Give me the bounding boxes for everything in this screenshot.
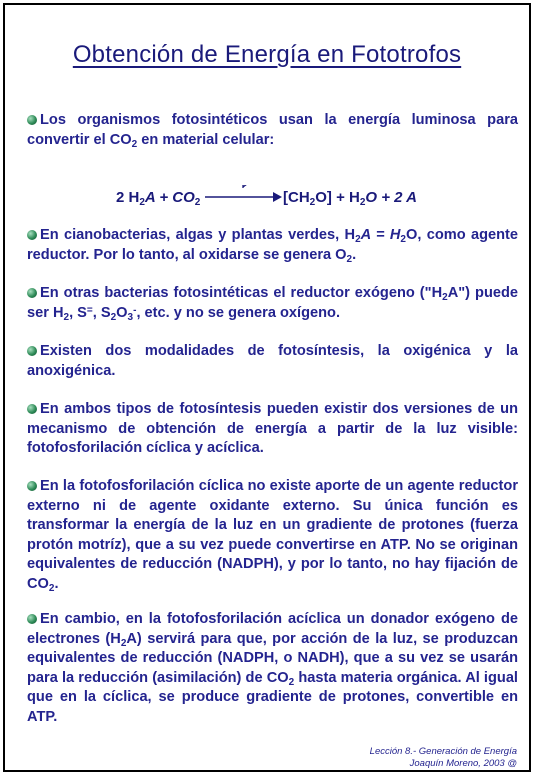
paragraph-2: En cianobacterias, algas y plantas verdes, $H_2A = H_2O$, como agente reductor. Por lo tanto, al oxidarse se genera $O_2$. [27, 227, 519, 265]
slide-page [3, 3, 531, 772]
paragraph-3: En otras bacterias fotosintéticas el reductor exógeno $("H_2A")$ puede ser $H_2$, S=, $S_2O_3^-$, etc. y no se genera oxígeno. [27, 285, 518, 323]
paragraph-4: Existen dos modalidades de fotosíntesis, la oxigénica y la anoxigénica. [27, 343, 518, 379]
page-title: Obtención de Energía en Fototrofos [72, 41, 462, 68]
bullet-icon [27, 230, 37, 240]
bullet-icon [27, 404, 37, 414]
bullet-icon [27, 481, 37, 491]
light-arrow-icon [205, 185, 283, 209]
bullet-icon [27, 115, 37, 125]
footer [370, 746, 517, 770]
bullet-icon [27, 614, 37, 624]
paragraph-7: En cambio, en la fotofosforilación acíclica un donador exógeno de electrones $(H_2A)$ servirá para que, por acción de la luz, se produzcan equivalentes de reducción (NADPH, o NADH), que a su vez se usarán para la reducción (asimilación) de $CO_2$ hasta materia orgánica. Al igual que en la cíclica, se produce gradiente de protones, convertible en ATP. [27, 611, 518, 725]
footer-author: Joaquín Moreno, 2003 @ [409, 758, 517, 769]
bullet-icon [27, 346, 37, 356]
equation-products: $[CH_2O] + H_2O + 2$ A [283, 189, 417, 208]
paragraph-1: Los organismos fotosintéticos usan la energía luminosa para convertir el $CO_2$ en material celular: [27, 112, 518, 150]
footer-lesson: Lección 8.- Generación de Energía [369, 746, 517, 757]
paragraph-5: En ambos tipos de fotosíntesis pueden existir dos versiones de un mecanismo de obtención de energía a partir de la luz visible: fotofosforilación cíclica y acíclica. [27, 401, 518, 456]
paragraph-6: En la fotofosforilación cíclica no existe aporte de un agente reductor externo ni de agente oxidante externo. Su única función es transformar la energía de la luz en un gradiente de protones (fuerza protón motríz), que a su vez puede convertirse en ATP. No se originan equivalentes de reducción (NADPH), y por lo tanto, no hay fijación de $CO_2$. [27, 478, 518, 594]
equation-reactants: 2 $H_2A + CO_2$ [116, 189, 201, 208]
bullet-icon [27, 288, 37, 298]
photosynthesis-equation [5, 185, 529, 209]
